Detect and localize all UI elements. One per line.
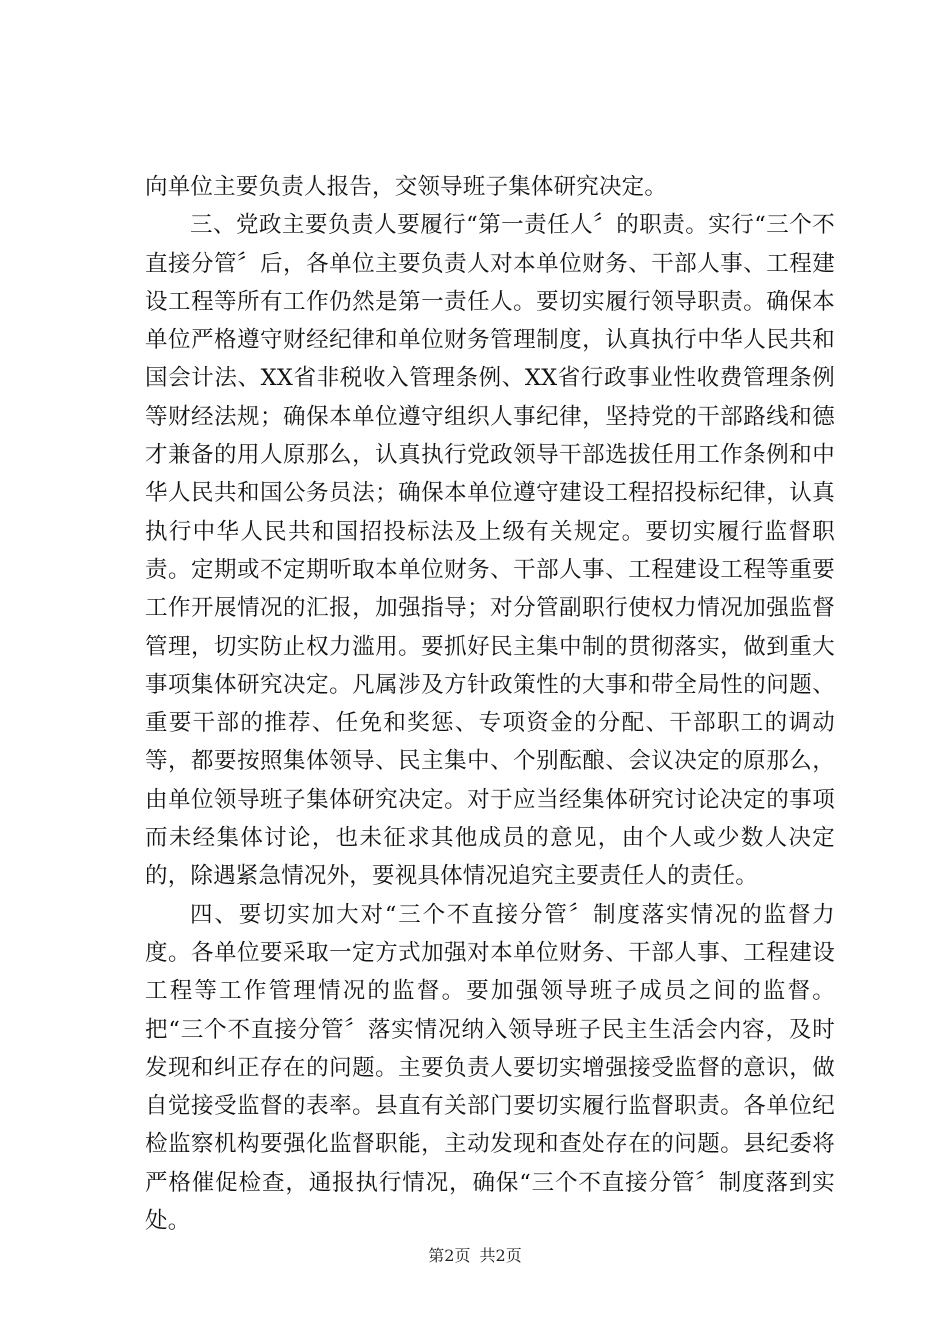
page-total: 共2页 [479,1246,522,1265]
page-number: 第2页 [428,1246,471,1265]
page-footer [0,1243,950,1266]
paragraph-continuation: 向单位主要负责人报告，交领导班子集体研究决定。 [145,174,668,200]
paragraph-section-three: 三、党政主要负责人要履行“第一责任人〞的职责。实行“三个不直接分管〞后，各单位主要负责人对本单位财务、干部人事、工程建设工程等所有工作仍然是第一责任人。要切实履行领导职责。确保本单位严格遵守财经纪律和单位财务管理制度，认真执行中华人民共和国会计法、XX省非税收入管理条例、XX省行政事业性收费管理条例等财经法规；确保本单位遵守组织人事纪律，坚持党的干部路线和德才兼备的用人原那么，认真执行党政领导干部选拔任用工作条例和中华人民共和国公务员法；确保本单位遵守建设工程招投标纪律，认真执行中华人民共和国招投标法及上级有关规定。要切实履行监督职责。定期或不定期听取本单位财务、干部人事、工程建设工程等重要工作开展情况的汇报，加强指导；对分管副职行使权力情况加强监督管理，切实防止权力滥用。要抓好民主集中制的贯彻落实，做到重大事项集体研究决定。凡属涉及方针政策性的大事和带全局性的问题、重要干部的推荐、任免和奖惩、专项资金的分配、干部职工的调动等，都要按照集体领导、民主集中、个别酝酿、会议决定的原那么，由单位领导班子集体研究决定。对于应当经集体研究讨论决定的事项而未经集体讨论，也未征求其他成员的意见，由个人或少数人决定的，除遇紧急情况外，要视具体情况追究主要责任人的责任。 [145,212,835,890]
document-body [145,168,835,1240]
paragraph-section-four: 四、要切实加大对“三个不直接分管〞制度落实情况的监督力度。各单位要采取一定方式加强对本单位财务、干部人事、工程建设工程等工作管理情况的监督。要加强领导班子成员之间的监督。把“三个不直接分管〞落实情况纳入领导班子民主生活会内容，及时发现和纠正存在的问题。主要负责人要切实增强接受监督的意识，做自觉接受监督的表率。县直有关部门要切实履行监督职责。各单位纪检监察机构要强化监督职能，主动发现和查处存在的问题。县纪委将严格催促检查，通报执行情况，确保“三个不直接分管〞制度落到实处。 [145,901,835,1235]
